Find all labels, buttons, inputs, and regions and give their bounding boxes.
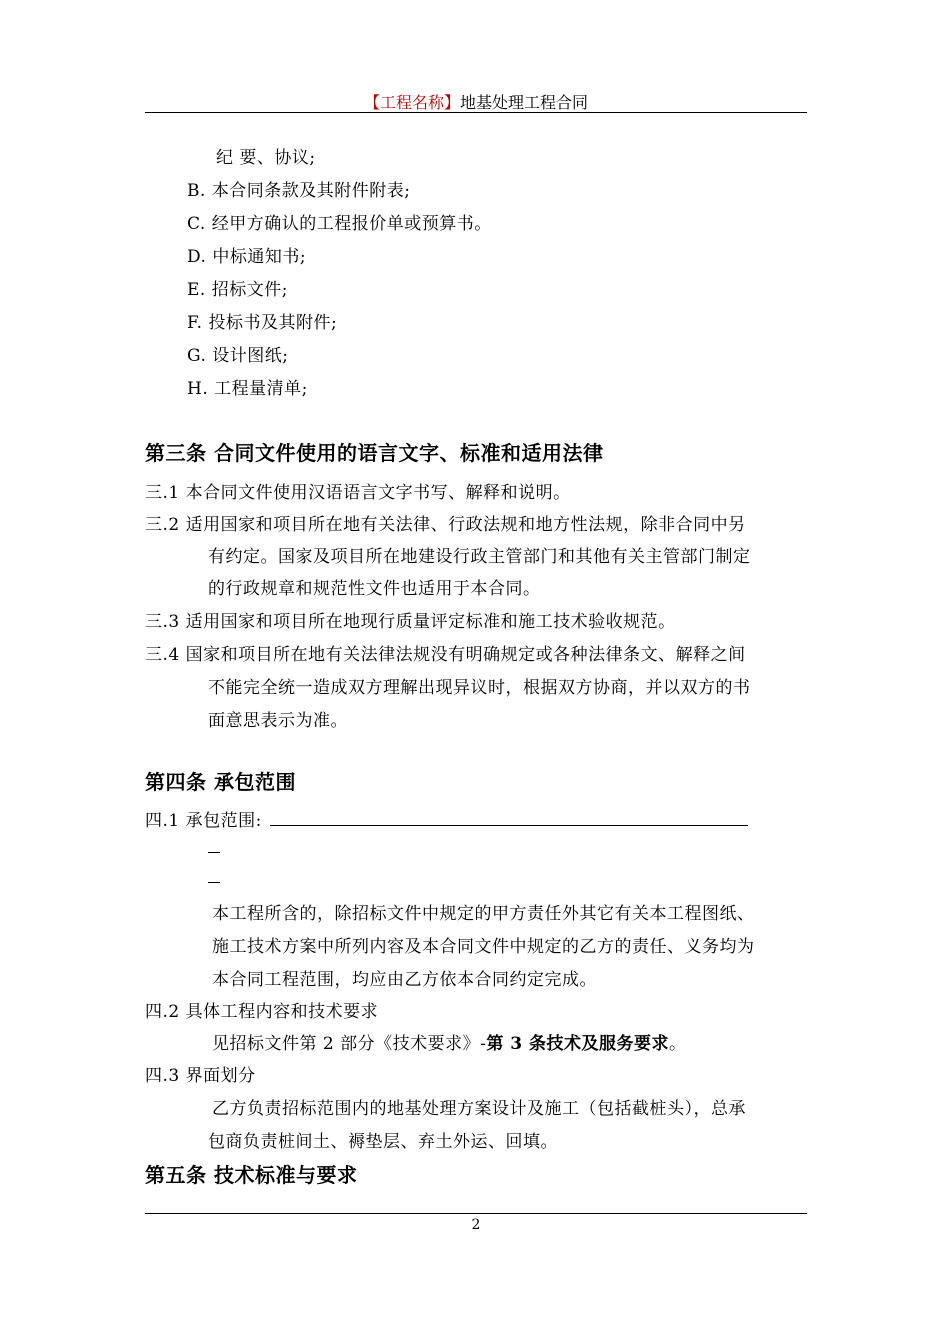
clause-4-2-text-bold: 第 3 条技术及服务要求 bbox=[486, 1034, 670, 1054]
clause-4-3-label: 四.3 界面划分 bbox=[145, 1066, 256, 1086]
clause-4-2-text-suffix: 。 bbox=[669, 1034, 687, 1054]
list-item-text: 经甲方确认的工程报价单或预算书。 bbox=[211, 214, 492, 234]
list-item-g bbox=[187, 341, 289, 366]
clause-4-2-text bbox=[212, 1029, 687, 1054]
header-title: 地基处理工程合同 bbox=[460, 93, 589, 112]
clause-3-1: 三.1 本合同文件使用汉语语言文字书写、解释和说明。 bbox=[145, 483, 571, 503]
footer-rule bbox=[145, 1213, 807, 1214]
clause-4-1-line1: 本工程所含的，除招标文件中规定的甲方责任外其它有关本工程图纸、 bbox=[212, 904, 755, 924]
list-item-label: H. bbox=[187, 379, 209, 399]
list-item-text: 中标通知书; bbox=[212, 247, 307, 267]
list-item-text: 设计图纸; bbox=[212, 346, 289, 366]
list-item-e bbox=[187, 275, 288, 300]
page-header bbox=[145, 90, 807, 113]
clause-4-2-text-prefix: 见招标文件第 2 部分《技术要求》- bbox=[212, 1034, 487, 1054]
clause-3-2-line2: 有约定。国家及项目所在地建设行政主管部门和其他有关主管部门制定 bbox=[208, 547, 751, 567]
clause-3-4-line2: 不能完全统一造成双方理解出现异议时，根据双方协商，并以双方的书 bbox=[208, 678, 751, 698]
header-rule bbox=[145, 112, 807, 113]
list-item-label: F. bbox=[187, 313, 203, 333]
list-item-b bbox=[187, 176, 411, 201]
clause-4-2-label: 四.2 具体工程内容和技术要求 bbox=[145, 1002, 379, 1022]
list-item-text: 工程量清单; bbox=[214, 379, 308, 399]
clause-4-1 bbox=[145, 806, 748, 831]
list-item-label: E. bbox=[187, 280, 206, 300]
list-item-h bbox=[187, 374, 308, 399]
clause-3-4-line1: 三.4 国家和项目所在地有关法律法规没有明确规定或各种法律条文、解释之间 bbox=[145, 645, 746, 665]
list-item-c bbox=[187, 209, 492, 234]
list-item-text: 本合同条款及其附件附表; bbox=[211, 181, 411, 201]
article-4-title: 第四条 承包范围 bbox=[145, 770, 296, 794]
scope-blank-line bbox=[270, 810, 748, 826]
clause-4-1-label: 四.1 承包范围: bbox=[145, 811, 262, 831]
list-item-label: C. bbox=[187, 214, 206, 234]
list-item-text: 招标文件; bbox=[211, 280, 288, 300]
list-item-label: D. bbox=[187, 247, 207, 267]
article-3-title: 第三条 合同文件使用的语言文字、标准和适用法律 bbox=[145, 441, 604, 465]
clause-4-3-line1: 乙方负责招标范围内的地基处理方案设计及施工（包括截桩头），总承 bbox=[212, 1099, 746, 1119]
clause-3-3: 三.3 适用国家和项目所在地现行质量评定标准和施工技术验收规范。 bbox=[145, 612, 676, 632]
list-item-continued: 纪 要、协议; bbox=[216, 148, 316, 168]
blank-dash bbox=[208, 882, 220, 883]
article-5-title: 第五条 技术标准与要求 bbox=[145, 1163, 358, 1187]
clause-4-1-line3: 本合同工程范围，均应由乙方依本合同约定完成。 bbox=[212, 970, 597, 990]
clause-4-1-line2: 施工技术方案中所列内容及本合同文件中规定的乙方的责任、义务均为 bbox=[212, 937, 755, 957]
header-project-name: 【工程名称】 bbox=[363, 93, 460, 112]
page-number: 2 bbox=[471, 1217, 481, 1233]
clause-3-4-line3: 面意思表示为准。 bbox=[208, 711, 348, 731]
clause-4-3-line2: 包商负责桩间土、褥垫层、弃土外运、回填。 bbox=[208, 1132, 558, 1152]
list-item-f bbox=[187, 308, 337, 333]
list-item-text: 投标书及其附件; bbox=[208, 313, 338, 333]
clause-3-2-line1: 三.2 适用国家和项目所在地有关法律、行政法规和地方性法规，除非合同中另 bbox=[145, 515, 746, 535]
clause-3-2-line3: 的行政规章和规范性文件也适用于本合同。 bbox=[208, 579, 541, 599]
list-item-label: G. bbox=[187, 346, 207, 366]
list-item-label: B. bbox=[187, 181, 206, 201]
list-item-d bbox=[187, 242, 306, 267]
blank-dash bbox=[208, 852, 220, 853]
